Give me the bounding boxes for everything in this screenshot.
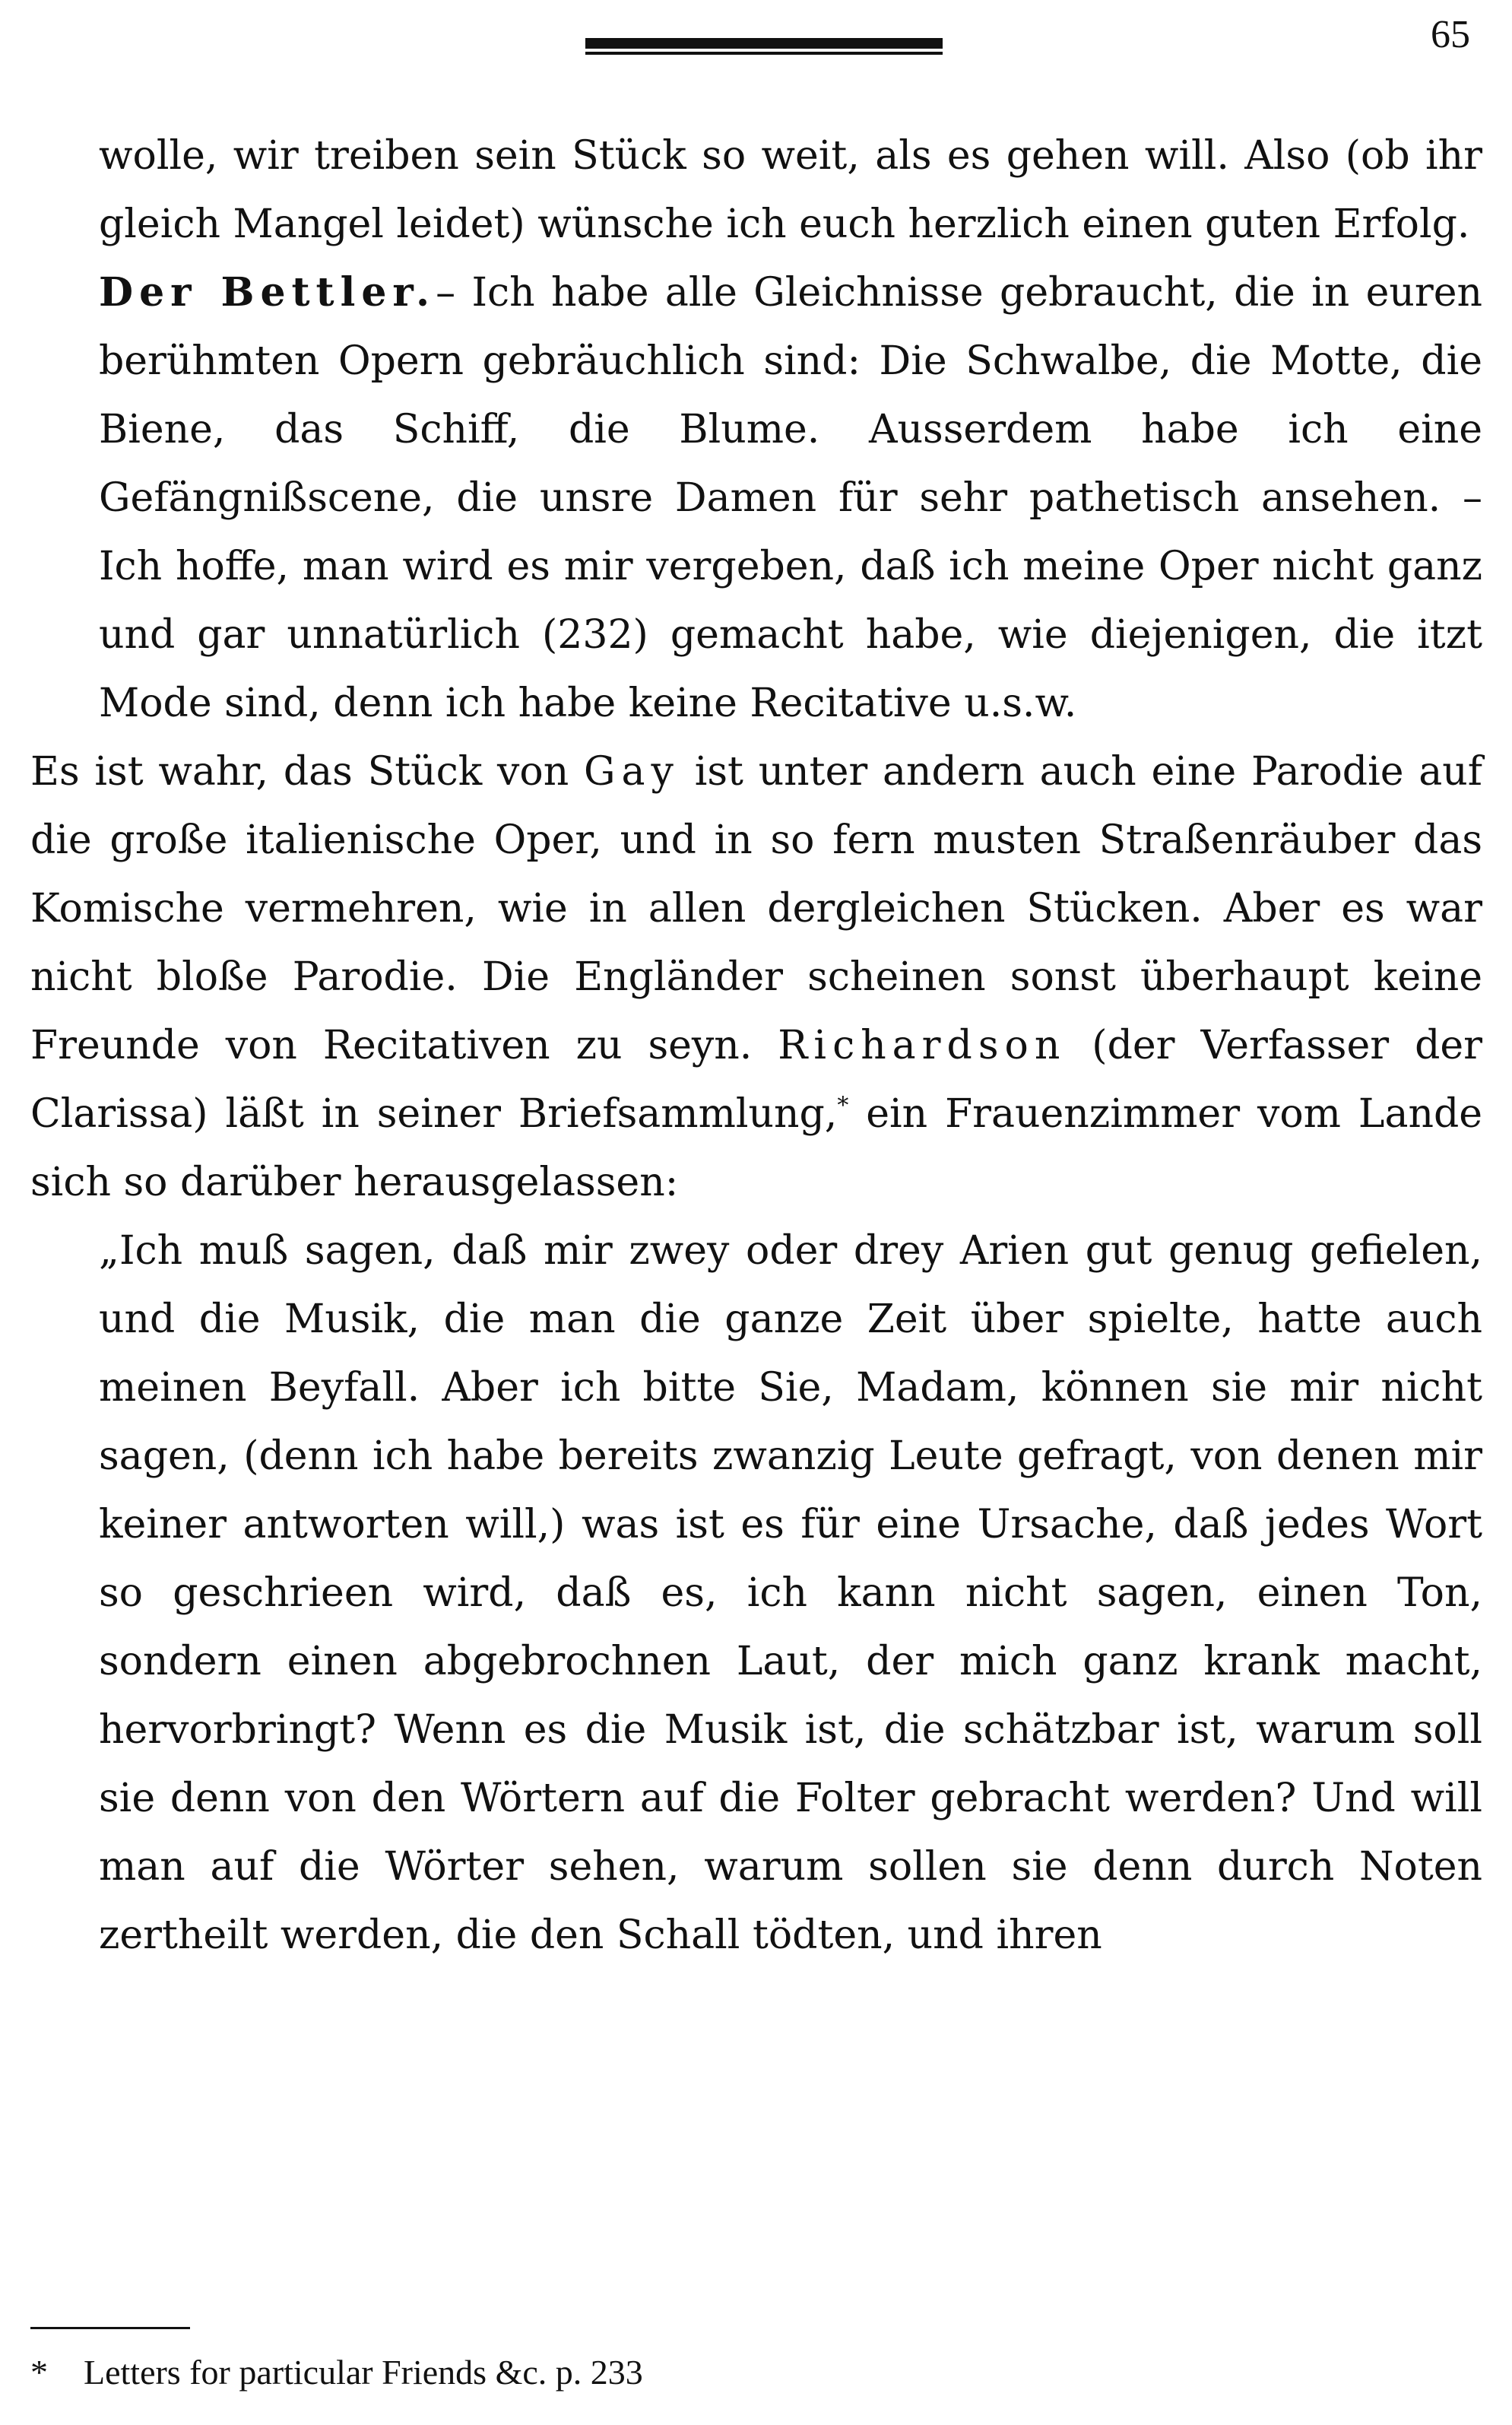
footnote <box>30 2350 1399 2395</box>
page-number: 65 <box>1431 13 1470 56</box>
commentary-text-4: ein Frauenzimmer vom Lande sich so darüber herausgelassen: <box>30 1091 1483 1205</box>
author-name-gay: Gay <box>584 749 680 795</box>
speech-paragraph <box>30 259 1482 738</box>
commentary-text-2: ist unter andern auch eine Parodie auf die große italienische Oper, und in so fern musten Straßenräuber das Komische vermehren, wie in allen dergleichen Stücken. Aber es war nicht bloße Parodie. Die Engländer scheinen sonst überhaupt keine Freunde von Recitativen zu seyn. <box>30 749 1483 1068</box>
speech-text: – Ich habe alle Gleichnisse gebraucht, die in euren berühmten Opern gebräuchlich sind: Die Schwalbe, die Motte, die Biene, das Schiff, die Blume. Ausserdem habe ich eine Gefängnißscene, die unsre Damen für sehr pathetisch ansehen. – Ich hoffe, man wird es mir vergeben, daß ich meine Oper nicht ganz und gar unnatürlich (232) gemacht habe, wie diejenigen, die itzt Mode sind, denn ich habe keine Recitative u.s.w. <box>99 270 1482 726</box>
author-name-richardson: Richardson <box>778 1023 1067 1068</box>
footnote-mark: * <box>30 2353 48 2392</box>
commentary-text-1: Es ist wahr, das Stück von <box>30 749 584 795</box>
footnote-text: Letters for particular Friends &c. p. 233 <box>84 2353 643 2392</box>
commentary-text-3: (der Verfasser der Clarissa) läßt in seiner Briefsammlung, <box>30 1023 1483 1137</box>
continuation-paragraph: wolle, wir treiben sein Stück so weit, als es gehen will. Also (ob ihr gleich Mangel leidet) wünsche ich euch herzlich einen guten Erfolg. <box>99 133 1482 247</box>
body-text <box>30 122 1482 1970</box>
footnote-reference[interactable]: * <box>837 1092 849 1119</box>
footnote-rule <box>30 2327 190 2329</box>
quotation-paragraph: „Ich muß sagen, daß mir zwey oder drey Arien gut genug gefielen, und die Musik, die man die ganze Zeit über spielte, hatte auch meinen Beyfall. Aber ich bitte Sie, Madam, können sie mir nicht sagen, (denn ich habe bereits zwanzig Leute gefragt, von denen mir keiner antworten will,) was ist es für eine Ursache, daß jedes Wort so geschrieen wird, daß es, ich kann nicht sagen, einen Ton, sondern einen abgebrochnen Laut, der mich ganz krank macht, hervorbringt? Wenn es die Musik ist, die schätzbar ist, warum soll sie denn von den Wörtern auf die Folter gebracht werden? Und will man auf die Wörter sehen, warum sollen sie denn durch Noten zertheilt werden, die den Schall tödten, und ihren <box>99 1228 1482 1958</box>
speaker-name: Der Bettler. <box>99 269 436 316</box>
commentary-paragraph <box>30 738 1482 1217</box>
header-rule <box>585 38 943 55</box>
